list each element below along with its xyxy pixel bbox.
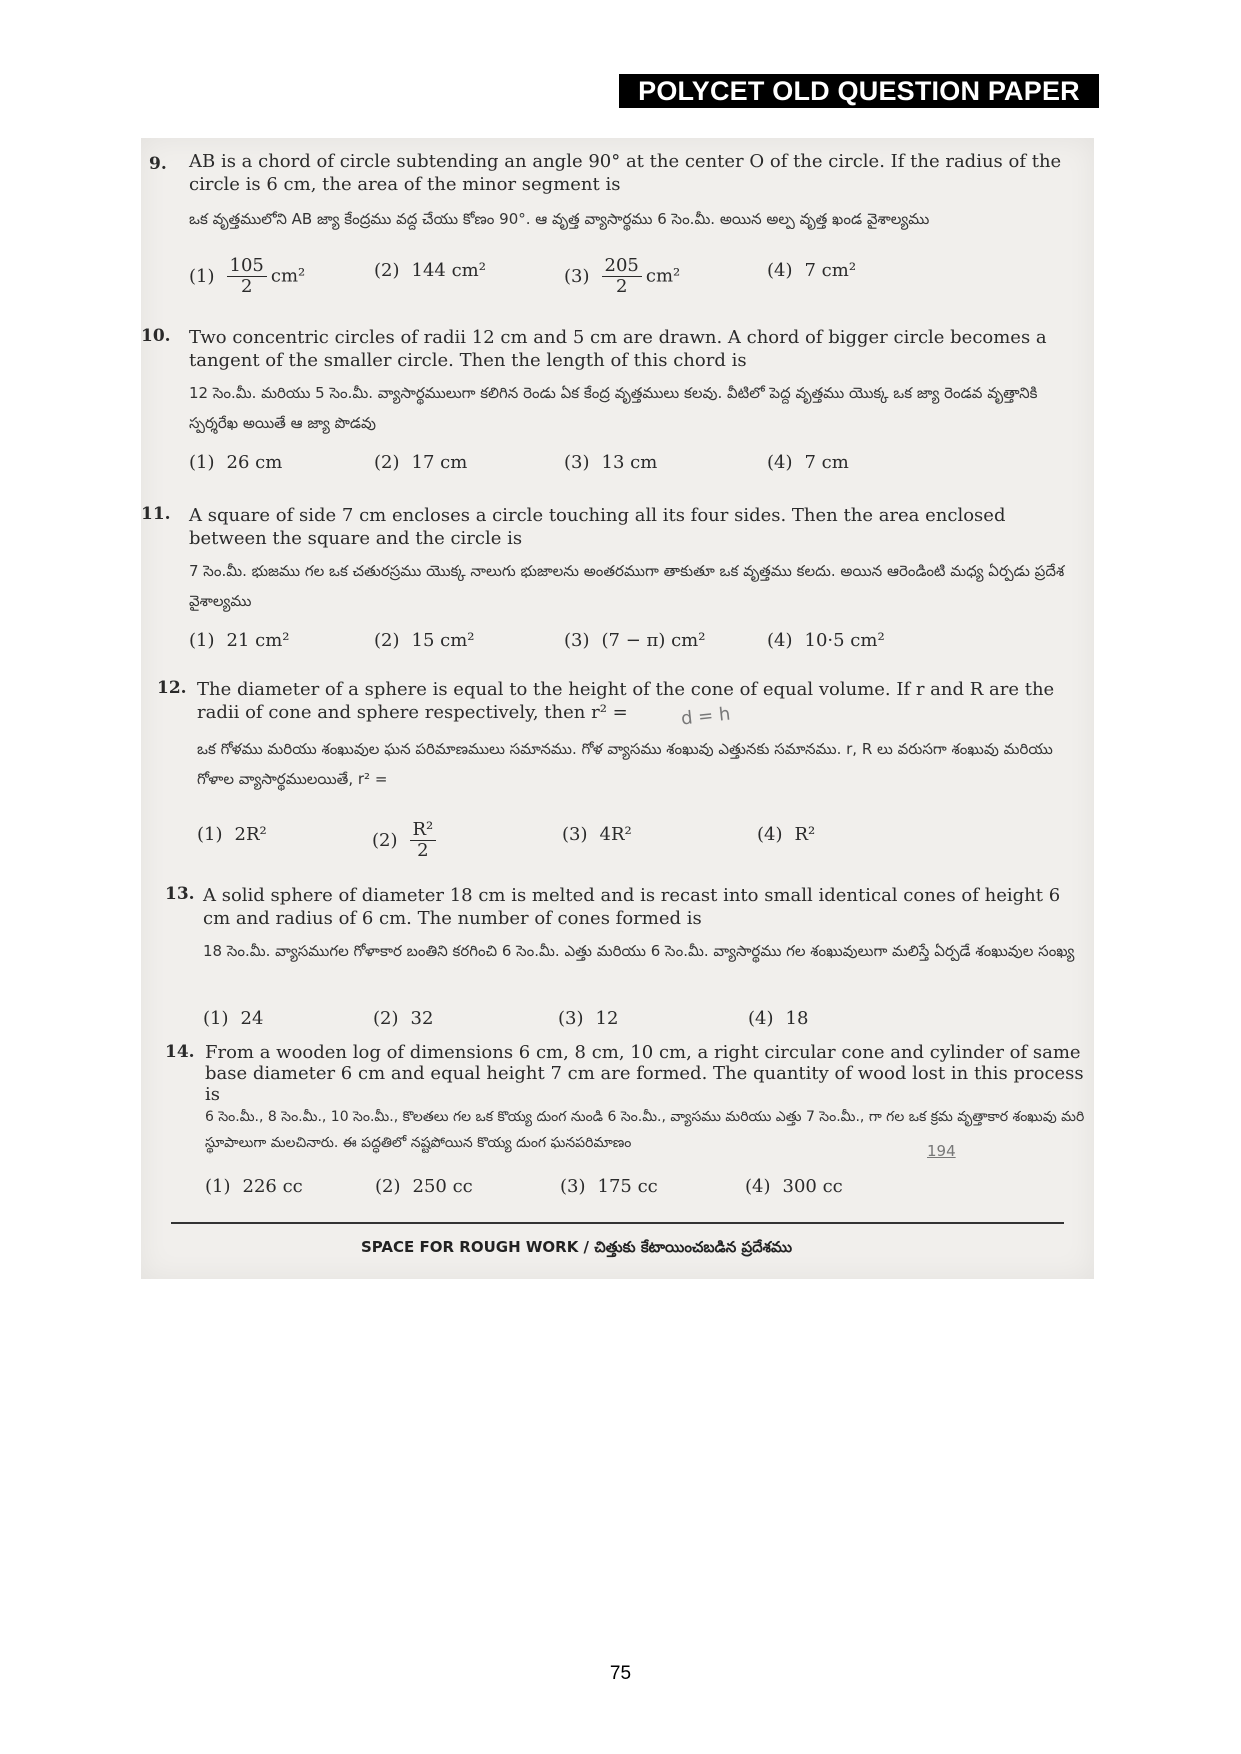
option-1 bbox=[205, 1172, 303, 1202]
fraction-denominator: 2 bbox=[417, 840, 429, 861]
option-4 bbox=[767, 626, 885, 656]
fraction bbox=[602, 256, 642, 297]
fraction bbox=[227, 256, 267, 297]
option-3 bbox=[564, 448, 657, 478]
question-text-telugu: 12 సెం.మీ. మరియు 5 సెం.మీ. వ్యాసార్థములుగా కలిగిన రెండు ఏక కేంద్ర వృత్తములు కలవు. వీటిలో పెద్ద వృత్తము యొక్క ఒక జ్యా రెండవ వృత్తానికి స్పర్శరేఖ అయితే ఆ జ్యా పొడవు bbox=[189, 384, 1038, 432]
option-text: 17 cm bbox=[411, 452, 468, 473]
option-3 bbox=[564, 256, 680, 297]
page-number: 75 bbox=[609, 1663, 632, 1684]
option-2 bbox=[375, 1172, 473, 1202]
option-1 bbox=[189, 448, 282, 478]
question-number: 9. bbox=[149, 154, 167, 174]
option-text: 7 cm bbox=[804, 452, 849, 473]
option-3 bbox=[560, 1172, 658, 1202]
answer-options bbox=[189, 256, 1079, 300]
option-3 bbox=[564, 626, 705, 656]
answer-options bbox=[189, 626, 1079, 670]
option-text: 2R² bbox=[234, 824, 267, 845]
option-text: 12 bbox=[595, 1008, 619, 1029]
option-unit: cm² bbox=[645, 265, 681, 287]
option-text: 250 cc bbox=[412, 1176, 473, 1197]
option-number: (1) bbox=[197, 824, 223, 845]
option-number: (1) bbox=[189, 265, 215, 287]
divider-line bbox=[171, 1222, 1064, 1224]
question-text-telugu: 18 సెం.మీ. వ్యాసముగల గోళాకార బంతిని కరగించి 6 సెం.మీ. ఎత్తు మరియు 6 సెం.మీ. వ్యాసార్థము గల శంఖువులుగా మలిస్తే ఏర్పడే శంఖువుల సంఖ్య bbox=[203, 942, 1075, 960]
option-text: 175 cc bbox=[597, 1176, 658, 1197]
option-text: 300 cc bbox=[782, 1176, 843, 1197]
option-number: (2) bbox=[372, 829, 398, 851]
option-text: 18 bbox=[785, 1008, 809, 1029]
option-text: 32 bbox=[410, 1008, 434, 1029]
option-number: (2) bbox=[375, 1176, 401, 1197]
question-text-telugu: 7 సెం.మీ. భుజము గల ఒక చతురస్రము యొక్క నాలుగు భుజాలను అంతరముగా తాకుతూ ఒక వృత్తము కలదు. అయిన ఆరెండింటి మధ్య ఏర్పడు ప్రదేశ వైశాల్యము bbox=[189, 562, 1065, 610]
fraction-numerator: 105 bbox=[227, 256, 267, 277]
option-number: (2) bbox=[373, 1008, 399, 1029]
question-text-english: Two concentric circles of radii 12 cm and 5 cm are drawn. A chord of bigger circle becomes a tangent of the smaller circle. Then the length of this chord is bbox=[189, 327, 1047, 371]
option-number: (3) bbox=[564, 265, 590, 287]
fraction-denominator: 2 bbox=[615, 276, 628, 297]
option-number: (3) bbox=[564, 452, 590, 473]
option-1 bbox=[197, 820, 267, 850]
question-text-telugu: 6 సెం.మీ., 8 సెం.మీ., 10 సెం.మీ., కొలతలు గల ఒక కొయ్య దుంగ నుండి 6 సెం.మీ., వ్యాసము మరియు ఎత్తు 7 సెం.మీ., గా గల ఒక క్రమ వృత్తాకార శంఖువు మరి స్థూపాలుగా మలచినారు. ఈ పద్ధతిలో నష్టపోయిన కొయ్య దుంగ ఘనపరిమాణం bbox=[205, 1109, 1085, 1151]
option-text: (7 − π) cm² bbox=[601, 630, 706, 651]
option-number: (1) bbox=[203, 1008, 229, 1029]
option-text: R² bbox=[794, 824, 816, 845]
option-text: 24 bbox=[240, 1008, 264, 1029]
option-2 bbox=[373, 1004, 433, 1034]
option-4 bbox=[767, 256, 856, 286]
fraction-numerator: 205 bbox=[602, 256, 642, 277]
option-text: 144 cm² bbox=[411, 260, 486, 281]
option-number: (3) bbox=[560, 1176, 586, 1197]
option-number: (1) bbox=[205, 1176, 231, 1197]
option-number: (3) bbox=[562, 824, 588, 845]
question-text-english: A square of side 7 cm encloses a circle touching all its four sides. Then the area enclosed between the square and the circle is bbox=[189, 505, 1006, 549]
question-number: 10. bbox=[141, 326, 171, 346]
option-number: (1) bbox=[189, 630, 215, 651]
answer-options bbox=[205, 1172, 1095, 1216]
option-text: 7 cm² bbox=[804, 260, 857, 281]
question-number: 13. bbox=[165, 884, 195, 904]
option-3 bbox=[558, 1004, 618, 1034]
option-unit: cm² bbox=[270, 265, 306, 287]
option-text: 10·5 cm² bbox=[804, 630, 885, 651]
option-text: 4R² bbox=[599, 824, 632, 845]
option-2 bbox=[374, 626, 475, 656]
fraction-numerator: R² bbox=[410, 820, 437, 841]
question-number: 14. bbox=[165, 1042, 195, 1062]
question-text-telugu: ఒక వృత్తములోని AB జ్యా కేంద్రము వద్ద చేయు కోణం 90°. ఆ వృత్త వ్యాసార్థము 6 సెం.మీ. అయిన అల్ప వృత్త ఖండ వైశాల్యము bbox=[189, 210, 930, 228]
option-1 bbox=[189, 256, 305, 297]
option-number: (2) bbox=[374, 452, 400, 473]
option-number: (4) bbox=[745, 1176, 771, 1197]
question-text-english: From a wooden log of dimensions 6 cm, 8 cm, 10 cm, a right circular cone and cylinder of same base diameter 6 cm and equal height 7 cm are formed. The quantity of wood lost in this process is bbox=[205, 1042, 1084, 1105]
option-number: (1) bbox=[189, 452, 215, 473]
option-number: (4) bbox=[767, 630, 793, 651]
option-number: (4) bbox=[748, 1008, 774, 1029]
option-number: (3) bbox=[558, 1008, 584, 1029]
option-text: 21 cm² bbox=[226, 630, 290, 651]
option-2 bbox=[372, 820, 440, 861]
option-number: (2) bbox=[374, 260, 400, 281]
option-number: (2) bbox=[374, 630, 400, 651]
option-4 bbox=[767, 448, 849, 478]
option-text: 13 cm bbox=[601, 452, 658, 473]
option-number: (4) bbox=[767, 452, 793, 473]
option-1 bbox=[203, 1004, 263, 1034]
option-number: (4) bbox=[757, 824, 783, 845]
handwritten-note: d = h bbox=[680, 703, 732, 730]
answer-options bbox=[189, 448, 1079, 492]
rough-work-label: SPACE FOR ROUGH WORK / చిత్తుకు కేటాయించబడిన ప్రదేశము bbox=[361, 1238, 793, 1256]
page-header-title: POLYCET OLD QUESTION PAPER bbox=[619, 74, 1099, 108]
handwritten-calculation: 194 bbox=[927, 1142, 956, 1160]
option-number: (3) bbox=[564, 630, 590, 651]
answer-options bbox=[197, 820, 1087, 864]
question-text-english: The diameter of a sphere is equal to the height of the cone of equal volume. If r and R are the radii of cone and sphere respectively, then r² = bbox=[197, 679, 1055, 723]
fraction-denominator: 2 bbox=[240, 276, 253, 297]
option-text: 226 cc bbox=[242, 1176, 303, 1197]
option-text: 26 cm bbox=[226, 452, 283, 473]
option-4 bbox=[748, 1004, 808, 1034]
question-number: 11. bbox=[141, 504, 171, 524]
option-1 bbox=[189, 626, 290, 656]
question-number: 12. bbox=[157, 678, 187, 698]
question-text-english: AB is a chord of circle subtending an angle 90° at the center O of the circle. If the radius of the circle is 6 cm, the area of the minor segment is bbox=[189, 151, 1062, 195]
option-2 bbox=[374, 256, 486, 286]
option-2 bbox=[374, 448, 467, 478]
fraction bbox=[410, 820, 437, 861]
scanned-question-paper bbox=[141, 138, 1094, 1279]
option-4 bbox=[757, 820, 815, 850]
option-number: (4) bbox=[767, 260, 793, 281]
option-4 bbox=[745, 1172, 843, 1202]
question-text-english: A solid sphere of diameter 18 cm is melted and is recast into small identical cones of height 6 cm and radius of 6 cm. The number of cones formed is bbox=[203, 885, 1061, 929]
option-text: 15 cm² bbox=[411, 630, 475, 651]
question-text-telugu: ఒక గోళము మరియు శంఖువుల ఘన పరిమాణములు సమానము. గోళ వ్యాసము శంఖువు ఎత్తునకు సమానము. r, R లు వరుసగా శంఖువు మరియు గోళాల వ్యాసార్థములయితే, r² = bbox=[197, 740, 1053, 788]
option-3 bbox=[562, 820, 632, 850]
